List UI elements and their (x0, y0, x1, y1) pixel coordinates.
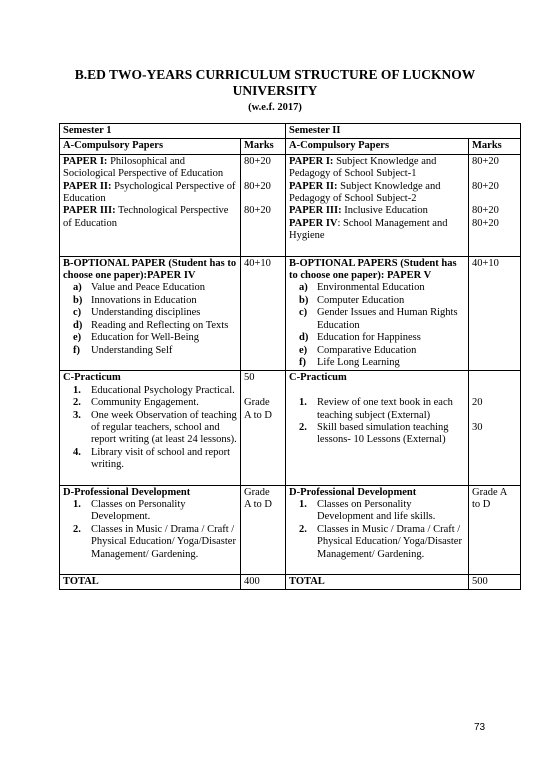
list-item: d) Reading and Reflecting on Texts (73, 319, 229, 331)
list-item: b) Computer Education (299, 294, 405, 306)
sem1-practicum (60, 371, 241, 485)
list-item: b) Innovations in Education (73, 294, 197, 306)
sem1-optional-heading: B-OPTIONAL PAPER (Student has to choose one paper):PAPER IV (63, 257, 237, 282)
sem2-practicum-marks: 20 30 (469, 371, 521, 485)
sem2-pd-list (289, 499, 466, 561)
sem1-practicum-list (63, 385, 238, 472)
sem2-papers-header: A-Compulsory Papers (286, 139, 469, 154)
list-item: 3. One week Observation of teaching of regular teachers, school and report writing (at least 24 lessons). (73, 409, 237, 446)
sem1-pd-heading: D-Professional Development (63, 486, 191, 498)
list-item: 1. Classes on Personality Development. (73, 498, 186, 523)
sem2-pd-marks: Grade A to D (469, 485, 521, 574)
semester-header-row (60, 124, 521, 139)
sem1-compulsory-marks: 80+20 80+20 80+20 (241, 154, 286, 256)
sem2-paper-4: PAPER IV: School Management and Hygiene (289, 217, 448, 242)
sem1-paper-3: PAPER III: Technological Perspective of Education (63, 205, 229, 229)
list-item: c) Gender Issues and Human Rights Education (299, 307, 458, 331)
total-row (60, 575, 521, 590)
sem1-paper-2: PAPER II: Psychological Perspective of Education (63, 180, 236, 205)
sem1-pd-list (63, 499, 238, 561)
curriculum-table (59, 123, 521, 590)
sem2-optional-list (289, 282, 466, 369)
sem2-marks-header: Marks (469, 139, 521, 154)
sem2-total-value: 500 (469, 575, 521, 590)
sem2-optional-heading: B-OPTIONAL PAPERS (Student has to choose one paper): PAPER V (289, 257, 457, 282)
sem1-professional-development (60, 485, 241, 574)
list-item: c) Understanding disciplines (73, 307, 201, 319)
sem2-paper-2: PAPER II: Subject Knowledge and Pedagogy of School Subject-2 (289, 180, 441, 205)
title-line-1: B.ED TWO-YEARS CURRICULUM STRUCTURE OF LUCKNOW (74, 67, 476, 82)
sem2-professional-development (286, 485, 469, 574)
list-item: e) Comparative Education (299, 344, 417, 356)
list-item: a) Environmental Education (299, 282, 425, 294)
list-item: 2. Skill based simulation teaching lessons- 10 Lessons (External) (299, 421, 449, 446)
list-item: 2. Classes in Music / Drama / Craft / Physical Education/ Yoga/Disaster Management/ Gardening. (299, 523, 462, 560)
professional-development-row (60, 485, 521, 574)
sem1-practicum-marks: 50 Grade A to D (241, 371, 286, 485)
sem1-pd-marks: Grade A to D (241, 485, 286, 574)
list-item: 1. Classes on Personality Development and life skills. (299, 498, 436, 523)
list-item: f) Understanding Self (73, 344, 173, 356)
sem2-paper-3: PAPER III: Inclusive Education (289, 205, 428, 217)
list-item: a) Value and Peace Education (73, 282, 205, 294)
sem1-paper-1: PAPER I: Philosophical and Sociological Perspective of Education (63, 155, 224, 180)
sem2-practicum (286, 371, 469, 485)
optional-papers-row (60, 256, 521, 371)
list-item: 4. Library visit of school and report writing. (73, 446, 231, 471)
list-item: d) Education for Happiness (299, 332, 421, 344)
sem2-optional-papers (286, 256, 469, 371)
semester-1-header: Semester 1 (60, 124, 286, 139)
compulsory-papers-row (60, 154, 521, 256)
title-line-2: UNIVERSITY (232, 83, 318, 98)
sem2-compulsory-papers (286, 154, 469, 256)
sem1-total-value: 400 (241, 575, 286, 590)
sem1-papers-header: A-Compulsory Papers (60, 139, 241, 154)
sem2-paper-1: PAPER I: Subject Knowledge and Pedagogy of School Subject-1 (289, 155, 437, 180)
document-title (40, 67, 510, 99)
effective-year: (w.e.f. 2017) (248, 102, 302, 113)
page-number: 73 (474, 722, 486, 733)
sem1-optional-list (63, 282, 238, 356)
sem1-compulsory-papers (60, 154, 241, 256)
sem2-practicum-heading: C-Practicum (289, 372, 347, 384)
practicum-row (60, 371, 521, 485)
column-header-row (60, 139, 521, 154)
list-item: f) Life Long Learning (299, 356, 400, 368)
sem2-optional-marks: 40+10 (469, 256, 521, 371)
list-item: 1. Review of one text book in each teaching subject (External) (299, 397, 453, 421)
sem1-marks-header: Marks (241, 139, 286, 154)
sem1-optional-papers (60, 256, 241, 371)
sem2-total-label: TOTAL (286, 575, 469, 590)
list-item: 1. Educational Psychology Practical. (73, 384, 235, 396)
sem1-optional-marks: 40+10 (241, 256, 286, 371)
sem2-pd-heading: D-Professional Development (289, 486, 417, 498)
list-item: 2. Community Engagement. (73, 397, 199, 409)
semester-2-header: Semester II (286, 124, 521, 139)
list-item: e) Education for Well-Being (73, 332, 200, 344)
sem2-compulsory-marks: 80+20 80+20 80+20 80+20 (469, 154, 521, 256)
sem1-total-label: TOTAL (60, 575, 241, 590)
sem2-practicum-list (289, 397, 466, 447)
list-item: 2. Classes in Music / Drama / Craft / Physical Education/ Yoga/Disaster Management/ Gardening. (73, 523, 236, 560)
sem1-practicum-heading: C-Practicum (63, 372, 121, 384)
